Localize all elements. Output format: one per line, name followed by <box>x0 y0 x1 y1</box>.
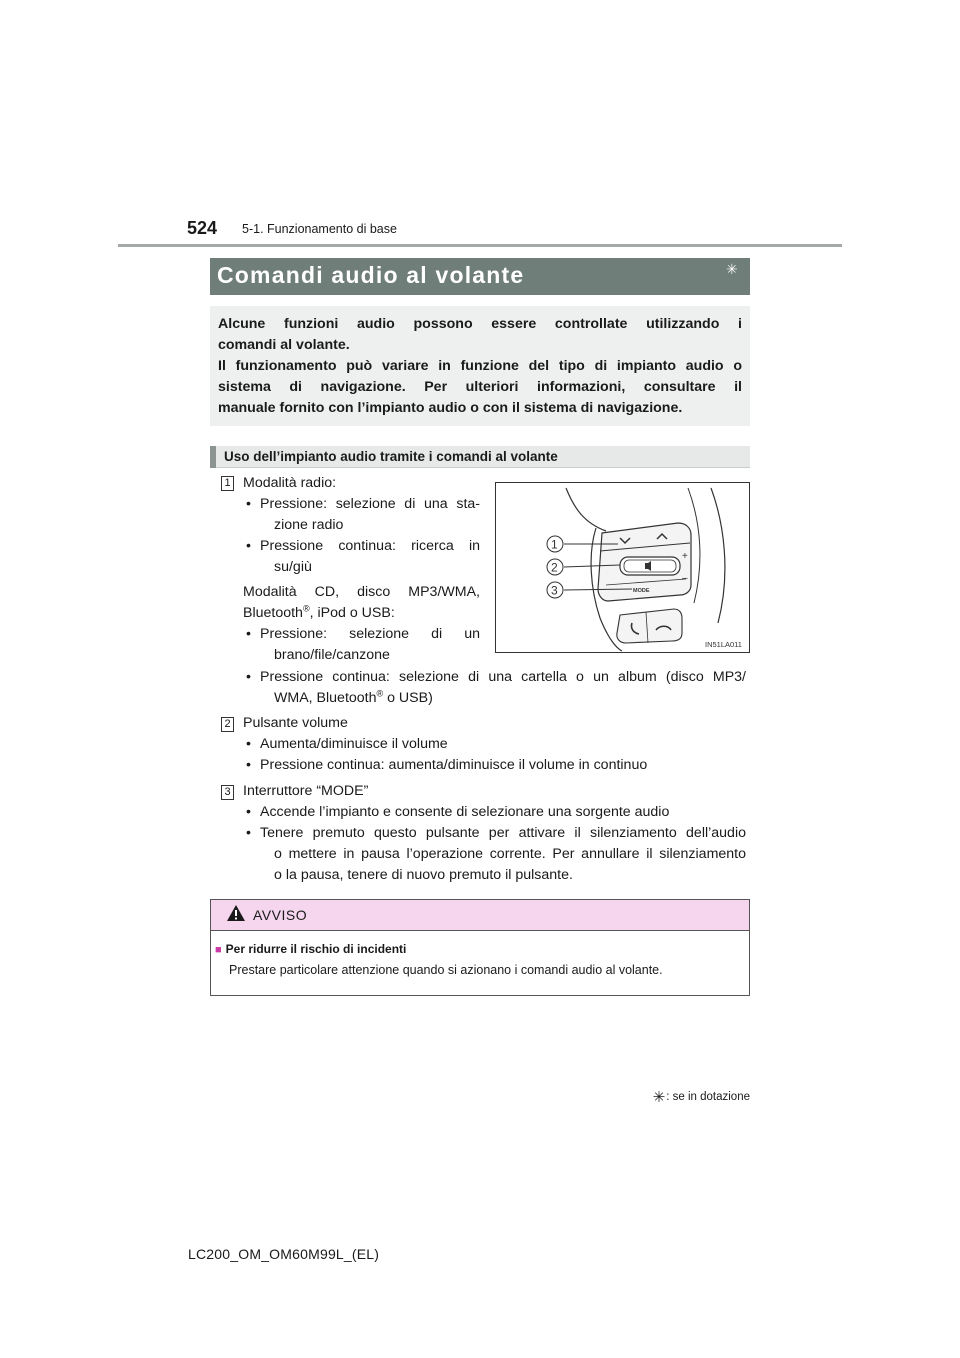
footnote-star-icon: ✳ <box>652 1089 666 1106</box>
bullet-icon: • <box>246 804 251 820</box>
mode-bullet-1: Accende l’impianto e consente di selezionare una sorgente audio <box>260 804 670 820</box>
bullet-icon: • <box>246 496 251 512</box>
bullet-icon: • <box>246 626 251 642</box>
radio-bullet-2a: Pressione continua: ricerca in <box>260 538 480 554</box>
cd-bullet-2b-rest: o USB) <box>383 690 433 706</box>
warning-box <box>210 899 750 996</box>
item-number-badge: 3 <box>221 785 234 800</box>
volume-bullet-1: Aumenta/diminuisce il volume <box>260 736 448 752</box>
registered-mark: ® <box>302 603 310 614</box>
warning-triangle-icon <box>226 903 246 923</box>
subheading-accent <box>210 446 216 468</box>
minus-mark: – <box>682 573 688 584</box>
intro-line-2: comandi al volante. <box>218 337 350 353</box>
plus-mark: + <box>682 551 688 562</box>
header-rule <box>118 244 842 247</box>
warning-label: AVVISO <box>253 907 308 923</box>
intro-line-5: manuale fornito con l’impianto audio o con il sistema di navigazione. <box>218 400 683 416</box>
radio-bullet-2b: su/giù <box>274 559 312 575</box>
callout-number-3: 3 <box>551 583 558 598</box>
mode-bullet-2c: o la pausa, tenere di nuovo premuto il pulsante. <box>274 867 573 883</box>
cd-bullet-2b <box>274 688 433 709</box>
mode-label: MODE <box>633 588 650 594</box>
optional-star-icon: ✳ <box>726 261 738 277</box>
registered-mark: ® <box>376 688 384 699</box>
warning-subheading-text: Per ridurre il rischio di incidenti <box>225 942 407 956</box>
cd-mode-label-a: Modalità CD, disco MP3/WMA, <box>243 584 480 600</box>
intro-text-1: Alcune funzioni audio possono essere controllate utilizzando i <box>218 316 742 332</box>
mode-bullet-2b: o mettere in pausa l’operazione corrente. Per annullare il silenziamento <box>274 846 746 862</box>
intro-text-4: sistema di navigazione. Per ulteriori informazioni, consultare il <box>218 379 742 395</box>
bullet-icon: • <box>246 669 251 685</box>
item-number-badge: 1 <box>221 476 234 491</box>
callout-number-1: 1 <box>551 537 558 552</box>
footer-document-code: LC200_OM_OM60M99L_(EL) <box>188 1246 380 1262</box>
bullet-icon: • <box>246 757 251 773</box>
item-number-badge: 2 <box>221 717 234 732</box>
warning-header <box>211 900 749 931</box>
callout-number-2: 2 <box>551 560 558 575</box>
warning-body: Prestare particolare attenzione quando si azionano i comandi audio al volante. <box>229 963 663 977</box>
intro-line-4 <box>218 377 742 398</box>
warning-subheading <box>215 942 406 956</box>
radio-bullet-1b: zione radio <box>274 517 344 533</box>
square-bullet-icon: ■ <box>215 944 222 956</box>
bullet-icon: • <box>246 538 251 554</box>
figure-code: IN51LA011 <box>705 640 742 649</box>
mode-switch-label: Interruttore “MODE” <box>243 783 369 799</box>
section-header: 5-1. Funzionamento di base <box>242 222 397 236</box>
bluetooth-text: Bluetooth <box>243 605 303 621</box>
intro-line-1 <box>218 314 742 335</box>
steering-switch-figure <box>495 482 750 653</box>
cd-bullet-1b: brano/file/canzone <box>274 647 390 663</box>
cd-mode-label-b <box>243 603 395 624</box>
volume-button-label: Pulsante volume <box>243 715 348 731</box>
cd-bullet-2a: Pressione continua: selezione di una cartella o un album (disco MP3/ <box>260 669 746 685</box>
radio-mode-label: Modalità radio: <box>243 475 337 491</box>
steering-switch-illustration <box>496 483 749 652</box>
intro-text-3: Il funzionamento può variare in funzione del tipo di impianto audio o <box>218 358 742 374</box>
page-number: 524 <box>187 218 218 238</box>
mode-bullet-2a: Tenere premuto questo pulsante per attivare il silenziamento dell’audio <box>260 825 746 841</box>
bullet-icon: • <box>246 825 251 841</box>
page-title: Comandi audio al volante <box>217 262 525 288</box>
intro-box <box>210 306 750 426</box>
radio-bullet-1a: Pressione: selezione di una sta- <box>260 496 480 512</box>
intro-line-3 <box>218 356 742 377</box>
cd-bullet-1a: Pressione: selezione di un <box>260 626 480 642</box>
footnote <box>630 1088 750 1106</box>
cd-bullet-2b-text: WMA, Bluetooth <box>274 690 377 706</box>
title-bar <box>210 258 750 295</box>
footnote-text: : se in dotazione <box>666 1091 750 1103</box>
cd-mode-label-rest: , iPod o USB: <box>309 605 395 621</box>
subheading-text: Uso dell’impianto audio tramite i comandi al volante <box>224 449 558 464</box>
subheading-bar <box>210 446 750 468</box>
bullet-icon: • <box>246 736 251 752</box>
volume-bullet-2: Pressione continua: aumenta/diminuisce il volume in continuo <box>260 757 648 773</box>
